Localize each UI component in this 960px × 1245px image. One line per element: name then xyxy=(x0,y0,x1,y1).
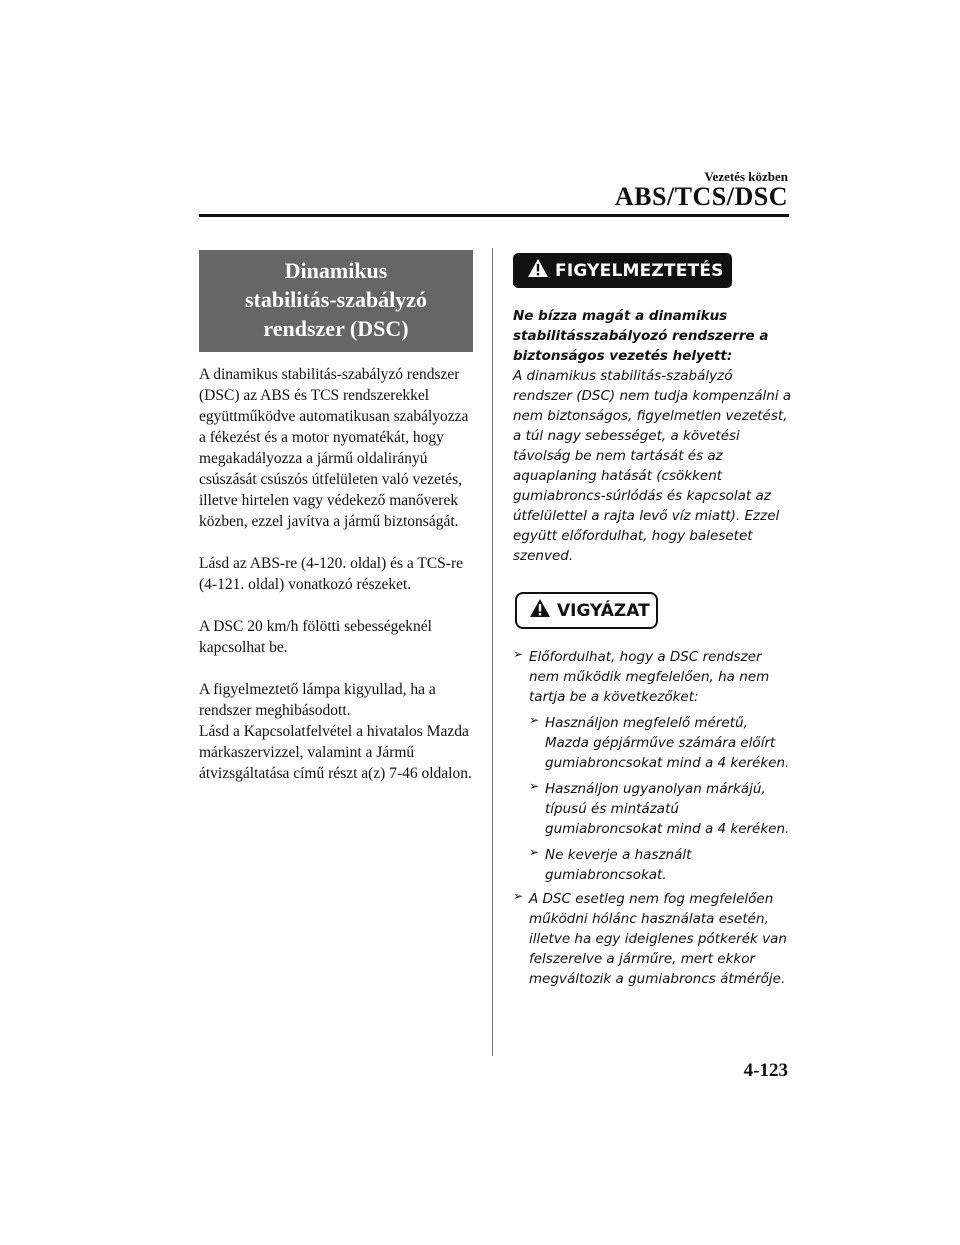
section-title-box xyxy=(199,250,473,352)
body-paragraph-warning-lamp: A figyelmeztető lámpa kigyullad, ha a rendszer meghibásodott. xyxy=(199,681,436,719)
section-title-line1: Dinamikus xyxy=(284,258,388,283)
caution-list xyxy=(513,647,793,989)
caution-sub-bullet xyxy=(529,713,793,773)
bullet-arrow-icon: ➢ xyxy=(513,647,524,661)
caution-sub-bullet xyxy=(529,845,793,885)
bullet-arrow-icon: ➢ xyxy=(529,845,540,859)
caution-label: VIGYÁZAT xyxy=(557,600,650,621)
warning-triangle-icon xyxy=(527,258,549,283)
body-paragraph-dsc: A dinamikus stabilitás-szabályzó rendszer (DSC) az ABS és TCS rendszerekkel együttműködve automatikusan szabályozza a fékezést és a motor nyomatékát, hogy megakadályozza a jármű oldalirányú csúszását csúszós útfelületen való vezetés, illetve hirtelen vagy védekező manőverek közben, ezzel javítva a jármű biztonságát. xyxy=(199,366,469,530)
caution-triangle-icon xyxy=(529,598,551,623)
bullet-arrow-icon: ➢ xyxy=(513,889,524,903)
warning-heading: Ne bízza magát a dinamikus stabilitásszabályozó rendszerre a biztonságos vezetés helyett: xyxy=(513,308,769,364)
warning-label: FIGYELMEZTETÉS xyxy=(555,260,724,281)
right-column xyxy=(513,253,793,989)
caution-banner xyxy=(515,592,658,629)
warning-text: A dinamikus stabilitás-szabályzó rendszer (DSC) nem tudja kompenzálni a nem biztonságos, figyelmetlen vezetést, a túl nagy sebességet, a követési távolság be nem tartását és az aquaplaning hatását (csökkent gumiabroncs-súrlódás és kapcsolat az útfelülettel a rajta levő víz miatt). Ezzel együtt előfordulhat, hogy balesetet szenved. xyxy=(513,368,792,564)
left-column xyxy=(199,250,473,784)
caution-bullet xyxy=(513,889,793,989)
caution-sub-bullet-text: Használjon megfelelő méretű, Mazda gépjárműve számára előírt gumiabroncsokat mind a 4 keréken. xyxy=(545,715,790,771)
caution-bullet xyxy=(513,647,793,707)
section-header-title: ABS/TCS/DSC xyxy=(614,182,788,211)
caution-sub-bullet-text: Ne keverje a használt gumiabroncsokat. xyxy=(545,847,692,883)
page-number: 4-123 xyxy=(743,1060,788,1081)
body-paragraph-reference: Lásd az ABS-re (4-120. oldal) és a TCS-re (4-121. oldal) vonatkozó részeket. xyxy=(199,555,464,593)
caution-banner-wrap xyxy=(513,592,793,629)
bullet-arrow-icon: ➢ xyxy=(529,713,540,727)
body-paragraph-service: Lásd a Kapcsolatfelvétel a hivatalos Mazda márkaszervizzel, valamint a Jármű átvizsgáltatása című részt a(z) 7-46 oldalon. xyxy=(199,723,472,782)
header-rule xyxy=(199,214,789,217)
caution-bullet-text: Előfordulhat, hogy a DSC rendszer nem működik megfelelően, ha nem tartja be a következőket: xyxy=(529,649,770,705)
caution-sub-bullet-text: Használjon ugyanolyan márkájú, típusú és mintázatú gumiabroncsokat mind a 4 keréken. xyxy=(545,781,790,837)
body-paragraph-speed: A DSC 20 km/h fölötti sebességeknél kapcsolhat be. xyxy=(199,618,432,656)
section-title-line2: stabilitás-szabályzó xyxy=(244,287,428,312)
bullet-arrow-icon: ➢ xyxy=(529,779,540,793)
caution-sub-bullet xyxy=(529,779,793,839)
caution-bullet-text: A DSC esetleg nem fog megfelelően működni hólánc használata esetén, illetve ha egy ideiglenes pótkerék van felszerelve a járműre, mert ekkor megváltozik a gumiabroncs átmérője. xyxy=(529,891,787,987)
section-title-line3: rendszer (DSC) xyxy=(263,316,409,341)
column-divider xyxy=(492,248,493,1056)
chapter-label: Vezetés közben xyxy=(704,169,788,184)
warning-banner xyxy=(513,253,732,288)
